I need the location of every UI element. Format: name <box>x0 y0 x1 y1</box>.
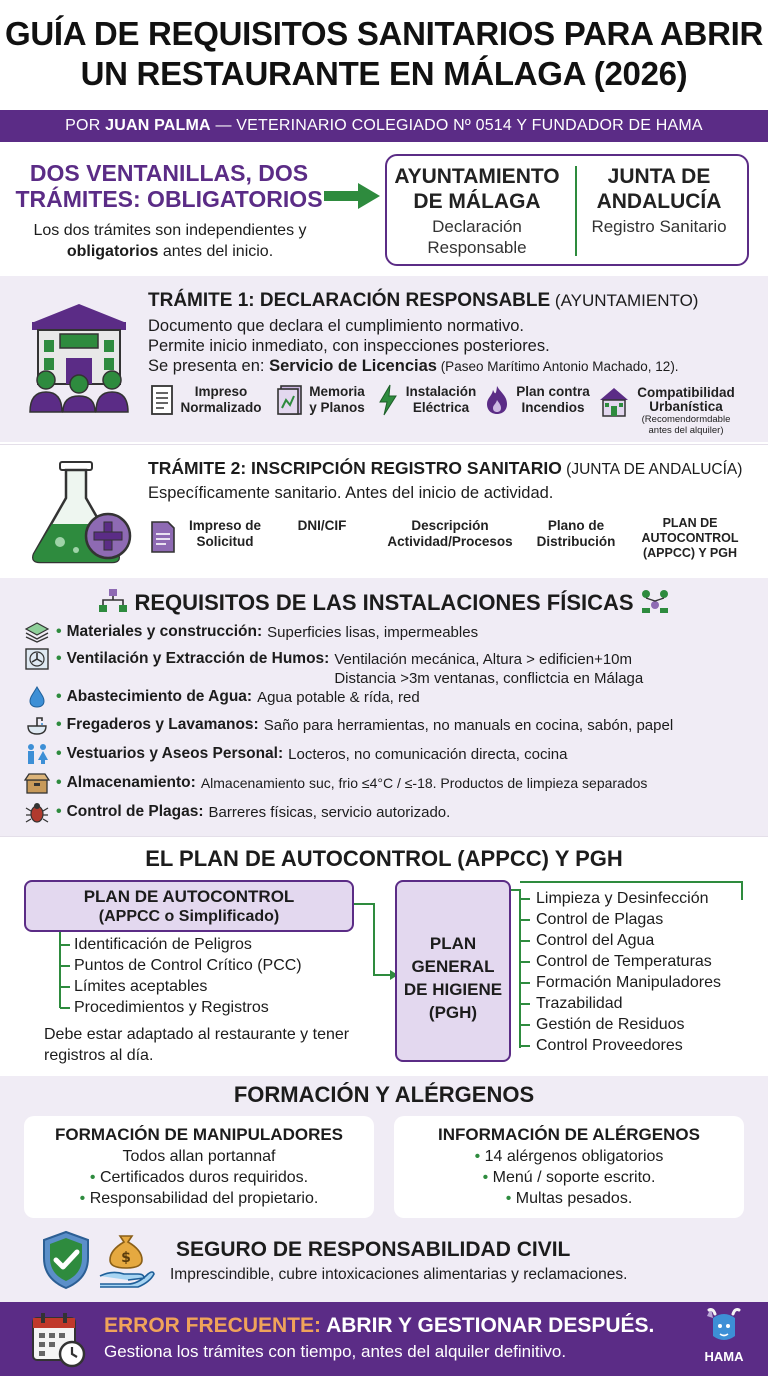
t2-req-impreso: Impreso de Solicitud <box>188 518 262 549</box>
blueprint-icon <box>276 384 304 416</box>
t2-req-descripcion: Descripción Actividad/Procesos <box>387 518 513 549</box>
svg-text:$: $ <box>121 1250 131 1266</box>
house-icon <box>598 386 630 418</box>
facility-vestuarios: • Vestuarios y Aseos Personal: Locteros, no comunicación directa, cocina <box>24 743 764 765</box>
t2-req-plano: Plano de Distribución <box>536 518 616 549</box>
appcc-item: Límites aceptables <box>74 978 208 995</box>
facilities-heading: REQUISITOS DE LAS INSTALACIONES FÍSICAS <box>0 588 768 616</box>
insurance-text: Imprescindible, cubre intoxicaciones alimentarias y reclamaciones. <box>170 1266 628 1283</box>
tramite2-text: Específicamente sanitario. Antes del inicio de actividad. <box>148 484 554 502</box>
hama-logo: HAMA <box>692 1306 756 1370</box>
facility-ventilacion: • Ventilación y Extracción de Humos: Ventilación mecánica, Altura > edificien+10m Distancia >3m ventanas, conflictcia en Málaga <box>24 648 764 688</box>
requirement-memoria: Memoria y Planos <box>276 384 370 416</box>
facility-almacenamiento: • Almacenamiento: Almacenamiento suc, frio ≤4°C / ≤-18. Productos de limpieza separados <box>24 772 764 794</box>
byline-prefix: POR <box>65 117 106 134</box>
tramite1-title: TRÁMITE 1: DECLARACIÓN RESPONSABLE (AYUNTAMIENTO) <box>148 290 699 311</box>
requirement-incendios: Plan contra Incendios <box>484 384 596 416</box>
pgh-item: Control Proveedores <box>536 1037 683 1054</box>
fan-icon <box>24 648 50 670</box>
bug-icon <box>24 801 50 823</box>
pgh-item: Formación Manipuladores <box>536 974 721 991</box>
money-hand-icon <box>98 1228 156 1288</box>
handlers-card: FORMACIÓN DE MANIPULADORES Todos allan portannaf • Certificados duros requiridos. • Responsabilidad del propietario. <box>24 1116 374 1218</box>
t2-req-appcc: PLAN DE AUTOCONTROL (APPCC) Y PGH <box>641 516 739 560</box>
requirement-electrica: Instalación Eléctrica <box>378 384 484 416</box>
document-icon <box>150 520 176 554</box>
requirement-urbanistica: Compatibilidad Urbanística (Recomendormdable antes del alquiler) <box>598 386 742 436</box>
appcc-item: Puntos de Control Crítico (PCC) <box>74 957 302 974</box>
byline-author: JUAN PALMA <box>105 117 211 134</box>
fire-icon <box>484 384 510 416</box>
allergens-card: INFORMACIÓN DE ALÉRGENOS • 14 alérgenos obligatorios • Menú / soporte escrito. • Multas pesados. <box>394 1116 744 1218</box>
calendar-clock-icon <box>30 1310 86 1368</box>
lightning-icon <box>378 384 398 416</box>
pgh-item: Trazabilidad <box>536 995 623 1012</box>
footer-title: ERROR FRECUENTE: ABRIR Y GESTIONAR DESPUÉS. <box>104 1314 655 1337</box>
pgh-item: Control del Agua <box>536 932 655 949</box>
facility-materiales: • Materiales y construcción: Superficies lisas, impermeables <box>24 621 764 643</box>
intro-heading: DOS VENTANILLAS, DOS TRÁMITES: OBLIGATORIOS <box>15 160 323 212</box>
pgh-item: Control de Temperaturas <box>536 953 712 970</box>
town-hall-icon <box>24 300 134 414</box>
storage-box-icon <box>24 772 50 794</box>
appcc-item: Identificación de Peligros <box>74 936 252 953</box>
pgh-item: Limpieza y Desinfección <box>536 890 709 907</box>
facility-agua: • Abastecimiento de Agua: Agua potable & rída, red <box>24 686 764 708</box>
appcc-box: PLAN DE AUTOCONTROL (APPCC o Simplificado) <box>24 880 354 932</box>
facility-fregaderos: • Fregaderos y Lavamanos: Saño para herramientas, no manuals en cocina, sabón, papel <box>24 714 764 736</box>
requirement-impreso: Impreso Normalizado <box>150 384 268 416</box>
byline <box>0 110 768 142</box>
form-icon <box>150 384 174 416</box>
insurance-title: SEGURO DE RESPONSABILIDAD CIVIL <box>176 1238 571 1261</box>
appcc-item: Procedimientos y Registros <box>74 999 269 1016</box>
shield-check-icon <box>40 1230 92 1290</box>
facility-plagas: • Control de Plagas: Barreres físicas, servicio autorizado. <box>24 801 764 823</box>
network-icon <box>98 588 128 614</box>
arrow-right-icon <box>322 181 382 211</box>
water-drop-icon <box>24 686 50 708</box>
t2-req-dni: DNI/CIF <box>297 518 347 533</box>
training-heading: FORMACIÓN Y ALÉRGENOS <box>233 1082 535 1107</box>
goat-logo-icon <box>701 1306 747 1346</box>
tramite2-title: TRÁMITE 2: INSCRIPCIÓN REGISTRO SANITARIO (JUNTA DE ANDALUCÍA) <box>148 458 743 478</box>
appcc-note: Debe estar adaptado al restaurante y tener registros al día. <box>44 1026 350 1064</box>
people-network-icon <box>640 588 670 614</box>
window-ayuntamiento: AYUNTAMIENTO DE MÁLAGA Declaración Responsable <box>394 165 560 257</box>
intro-text: Los dos trámites son independientes y obligatorios antes del inicio. <box>33 222 307 260</box>
pgh-item: Gestión de Residuos <box>536 1016 685 1033</box>
window-junta: JUNTA DE ANDALUCÍA Registro Sanitario <box>591 165 727 236</box>
pgh-item: Control de Plagas <box>536 911 664 928</box>
appcc-heading: EL PLAN DE AUTOCONTROL (APPCC) Y PGH <box>145 846 623 871</box>
pgh-box: PLAN GENERAL DE HIGIENE (PGH) <box>395 880 511 1062</box>
layers-icon <box>24 621 50 643</box>
tramite1-text: Documento que declara el cumplimiento normativo. Permite inicio inmediato, con inspecciones posteriores. Se presenta en: Servicio de Licencias (Paseo Marítimo Antonio Machado, 12). <box>148 317 679 375</box>
footer-text: Gestiona los trámites con tiempo, antes del alquiler definitivo. <box>104 1342 567 1361</box>
restroom-icon <box>24 743 50 765</box>
two-windows-box <box>385 154 749 266</box>
sink-icon <box>24 714 50 736</box>
byline-suffix: — VETERINARIO COLEGIADO Nº 0514 Y FUNDADOR DE HAMA <box>210 117 703 134</box>
page-title: GUÍA DE REQUISITOS SANITARIOS PARA ABRIR UN RESTAURANTE EN MÁLAGA (2026) <box>4 15 764 92</box>
lab-flask-plus-icon <box>26 458 136 568</box>
